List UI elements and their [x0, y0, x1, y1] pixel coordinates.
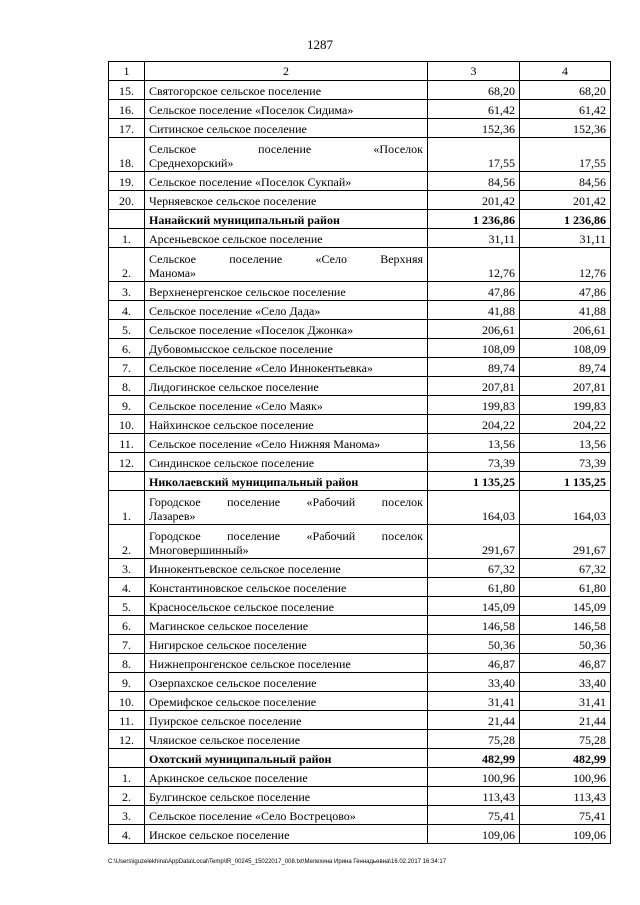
value-col-3: 12,76: [428, 248, 520, 282]
settlement-name: Сельское поселение «Поселок Джонка»: [145, 320, 428, 339]
value-col-4: 109,06: [520, 825, 611, 844]
value-col-3: 67,32: [428, 559, 520, 578]
row-number: 7.: [109, 635, 145, 654]
value-col-3: 31,41: [428, 692, 520, 711]
table-row: [109, 229, 611, 248]
row-number: 8.: [109, 377, 145, 396]
value-col-3: 164,03: [428, 491, 520, 525]
value-col-3: 1 236,86: [428, 210, 520, 229]
settlement-name: Сельское поселение «Поселок Сукпай»: [145, 172, 428, 191]
allocation-table: [108, 61, 611, 844]
row-number: 2.: [109, 525, 145, 559]
row-number: 8.: [109, 654, 145, 673]
district-name: Охотский муниципальный район: [145, 749, 428, 768]
table-row: [109, 730, 611, 749]
table-row: [109, 654, 611, 673]
settlement-name: Нигирское сельское поселение: [145, 635, 428, 654]
table-row: [109, 559, 611, 578]
value-col-4: 47,86: [520, 282, 611, 301]
row-number: 10.: [109, 692, 145, 711]
table-row: [109, 825, 611, 844]
value-col-3: 21,44: [428, 711, 520, 730]
value-col-4: 145,09: [520, 597, 611, 616]
table-row: [109, 711, 611, 730]
row-number: 6.: [109, 339, 145, 358]
value-col-3: 84,56: [428, 172, 520, 191]
value-col-4: 482,99: [520, 749, 611, 768]
settlement-name: Сельское поселение «Поселок Сидима»: [145, 100, 428, 119]
header-col-2: 2: [145, 62, 428, 81]
settlement-name: Верхненергенское сельское поселение: [145, 282, 428, 301]
value-col-3: 33,40: [428, 673, 520, 692]
value-col-4: 84,56: [520, 172, 611, 191]
row-number: 1.: [109, 491, 145, 525]
value-col-3: 100,96: [428, 768, 520, 787]
settlement-name: Озерпахское сельское поселение: [145, 673, 428, 692]
table-row: [109, 692, 611, 711]
district-row: [109, 749, 611, 768]
table-row: [109, 358, 611, 377]
settlement-name: Сельское поселение «Село Вострецово»: [145, 806, 428, 825]
settlement-name-line-2: Среднехорский»: [149, 156, 234, 170]
value-col-3: 199,83: [428, 396, 520, 415]
value-col-3: 113,43: [428, 787, 520, 806]
table-row: [109, 415, 611, 434]
settlement-name: Лидогинское сельское поселение: [145, 377, 428, 396]
settlement-name: [145, 491, 428, 525]
table-row: [109, 301, 611, 320]
settlement-name: Синдинское сельское поселение: [145, 453, 428, 472]
row-number: 12.: [109, 730, 145, 749]
settlement-name: Чляиское сельское поселение: [145, 730, 428, 749]
value-col-3: 73,39: [428, 453, 520, 472]
table-row: [109, 453, 611, 472]
value-col-4: 46,87: [520, 654, 611, 673]
value-col-4: 61,42: [520, 100, 611, 119]
settlement-name: Нижнепронгенское сельское поселение: [145, 654, 428, 673]
file-path-footer: C:\Users\iguzelekhina\AppData\Local\Temp\IR_00245_15022017_008.txt\Мелехина Ирина Геннадьевна\16.02.2017 16:34:17: [108, 859, 447, 865]
value-col-3: 108,09: [428, 339, 520, 358]
table-row: [109, 138, 611, 172]
row-number: 15.: [109, 81, 145, 100]
value-col-3: 61,42: [428, 100, 520, 119]
row-number: 1.: [109, 768, 145, 787]
settlement-name: Булгинское сельское поселение: [145, 787, 428, 806]
settlement-name-line-1: Городское поселение «Рабочий поселок: [149, 529, 423, 543]
value-col-3: 17,55: [428, 138, 520, 172]
table-row: [109, 119, 611, 138]
value-col-4: 33,40: [520, 673, 611, 692]
table-row: [109, 396, 611, 415]
row-number: 10.: [109, 415, 145, 434]
value-col-4: 108,09: [520, 339, 611, 358]
value-col-3: 13,56: [428, 434, 520, 453]
row-number: [109, 472, 145, 491]
settlement-name: [145, 248, 428, 282]
settlement-name: Иннокентьевское сельское поселение: [145, 559, 428, 578]
value-col-3: 75,41: [428, 806, 520, 825]
value-col-3: 201,42: [428, 191, 520, 210]
value-col-4: 17,55: [520, 138, 611, 172]
table-row: [109, 282, 611, 301]
value-col-4: 199,83: [520, 396, 611, 415]
row-number: 4.: [109, 825, 145, 844]
value-col-3: 146,58: [428, 616, 520, 635]
settlement-name: Арсеньевское сельское поселение: [145, 229, 428, 248]
settlement-name: Пуирское сельское поселение: [145, 711, 428, 730]
district-row: [109, 472, 611, 491]
table-row: [109, 100, 611, 119]
value-col-3: 207,81: [428, 377, 520, 396]
value-col-4: 73,39: [520, 453, 611, 472]
settlement-name: Сельское поселение «Село Нижняя Манома»: [145, 434, 428, 453]
value-col-4: 13,56: [520, 434, 611, 453]
table-row: [109, 578, 611, 597]
settlement-name: Святогорское сельское поселение: [145, 81, 428, 100]
value-col-3: 50,36: [428, 635, 520, 654]
value-col-3: 204,22: [428, 415, 520, 434]
value-col-4: 204,22: [520, 415, 611, 434]
settlement-name: [145, 525, 428, 559]
value-col-3: 41,88: [428, 301, 520, 320]
table-body: [109, 62, 611, 844]
row-number: 2.: [109, 787, 145, 806]
table-row: [109, 635, 611, 654]
table-row: [109, 339, 611, 358]
row-number: 3.: [109, 282, 145, 301]
district-name: Николаевский муниципальный район: [145, 472, 428, 491]
value-col-3: 482,99: [428, 749, 520, 768]
settlement-name: Сельское поселение «Село Дада»: [145, 301, 428, 320]
value-col-3: 145,09: [428, 597, 520, 616]
settlement-name: Сельское поселение «Село Маяк»: [145, 396, 428, 415]
row-number: 12.: [109, 453, 145, 472]
table-row: [109, 806, 611, 825]
value-col-4: 31,41: [520, 692, 611, 711]
value-col-4: 291,67: [520, 525, 611, 559]
header-col-4: 4: [520, 62, 611, 81]
table-row: [109, 377, 611, 396]
value-col-4: 31,11: [520, 229, 611, 248]
value-col-4: 146,58: [520, 616, 611, 635]
value-col-4: 89,74: [520, 358, 611, 377]
value-col-4: 164,03: [520, 491, 611, 525]
table-row: [109, 673, 611, 692]
table-row: [109, 172, 611, 191]
settlement-name: Дубовомысское сельское поселение: [145, 339, 428, 358]
row-number: 2.: [109, 248, 145, 282]
row-number: [109, 749, 145, 768]
row-number: 5.: [109, 320, 145, 339]
row-number: 11.: [109, 711, 145, 730]
row-number: 19.: [109, 172, 145, 191]
row-number: 11.: [109, 434, 145, 453]
value-col-3: 291,67: [428, 525, 520, 559]
table-row: [109, 597, 611, 616]
value-col-4: 100,96: [520, 768, 611, 787]
value-col-3: 109,06: [428, 825, 520, 844]
value-col-3: 61,80: [428, 578, 520, 597]
table-row: [109, 491, 611, 525]
page-number: 1287: [307, 37, 333, 52]
district-name: Нанайский муниципальный район: [145, 210, 428, 229]
value-col-3: 1 135,25: [428, 472, 520, 491]
settlement-name-line-2: Манома»: [149, 266, 197, 280]
value-col-4: 75,28: [520, 730, 611, 749]
settlement-name: Инское сельское поселение: [145, 825, 428, 844]
table-row: [109, 320, 611, 339]
row-number: 4.: [109, 301, 145, 320]
value-col-3: 47,86: [428, 282, 520, 301]
table-row: [109, 525, 611, 559]
table-row: [109, 434, 611, 453]
row-number: 7.: [109, 358, 145, 377]
table-row: [109, 616, 611, 635]
settlement-name: Сельское поселение «Село Иннокентьевка»: [145, 358, 428, 377]
settlement-name: Магинское сельское поселение: [145, 616, 428, 635]
row-number: 17.: [109, 119, 145, 138]
value-col-4: 206,61: [520, 320, 611, 339]
settlement-name: Красносельское сельское поселение: [145, 597, 428, 616]
settlement-name-line-1: Городское поселение «Рабочий поселок: [149, 495, 423, 509]
header-col-3: 3: [428, 62, 520, 81]
row-number: 18.: [109, 138, 145, 172]
row-number: 16.: [109, 100, 145, 119]
header-col-1: 1: [109, 62, 145, 81]
settlement-name-line-2: Лазарев»: [149, 509, 196, 523]
value-col-4: 67,32: [520, 559, 611, 578]
value-col-3: 152,36: [428, 119, 520, 138]
row-number: 9.: [109, 673, 145, 692]
table-row: [109, 787, 611, 806]
table-header-row: [109, 62, 611, 81]
row-number: 3.: [109, 806, 145, 825]
value-col-4: 12,76: [520, 248, 611, 282]
settlement-name: Найхинское сельское поселение: [145, 415, 428, 434]
settlement-name: Оремифское сельское поселение: [145, 692, 428, 711]
table-row: [109, 248, 611, 282]
row-number: 5.: [109, 597, 145, 616]
row-number: 6.: [109, 616, 145, 635]
value-col-3: 206,61: [428, 320, 520, 339]
value-col-4: 41,88: [520, 301, 611, 320]
row-number: 4.: [109, 578, 145, 597]
row-number: 9.: [109, 396, 145, 415]
value-col-4: 207,81: [520, 377, 611, 396]
value-col-4: 61,80: [520, 578, 611, 597]
settlement-name: Константиновское сельское поселение: [145, 578, 428, 597]
value-col-4: 1 236,86: [520, 210, 611, 229]
row-number: 1.: [109, 229, 145, 248]
value-col-4: 50,36: [520, 635, 611, 654]
value-col-4: 68,20: [520, 81, 611, 100]
value-col-3: 75,28: [428, 730, 520, 749]
value-col-4: 21,44: [520, 711, 611, 730]
settlement-name-line-1: Сельское поселение «Село Верхняя: [149, 252, 423, 266]
district-row: [109, 210, 611, 229]
value-col-3: 31,11: [428, 229, 520, 248]
settlement-name: [145, 138, 428, 172]
row-number: [109, 210, 145, 229]
row-number: 3.: [109, 559, 145, 578]
settlement-name: Ситинское сельское поселение: [145, 119, 428, 138]
value-col-4: 152,36: [520, 119, 611, 138]
value-col-3: 68,20: [428, 81, 520, 100]
value-col-3: 46,87: [428, 654, 520, 673]
table-row: [109, 191, 611, 210]
value-col-4: 1 135,25: [520, 472, 611, 491]
value-col-4: 113,43: [520, 787, 611, 806]
row-number: 20.: [109, 191, 145, 210]
settlement-name-line-2: Многовершинный»: [149, 543, 249, 557]
settlement-name: Аркинское сельское поселение: [145, 768, 428, 787]
value-col-4: 201,42: [520, 191, 611, 210]
settlement-name: Черняевское сельское поселение: [145, 191, 428, 210]
settlement-name-line-1: Сельское поселение «Поселок: [149, 142, 423, 156]
value-col-3: 89,74: [428, 358, 520, 377]
table-row: [109, 81, 611, 100]
table-row: [109, 768, 611, 787]
value-col-4: 75,41: [520, 806, 611, 825]
